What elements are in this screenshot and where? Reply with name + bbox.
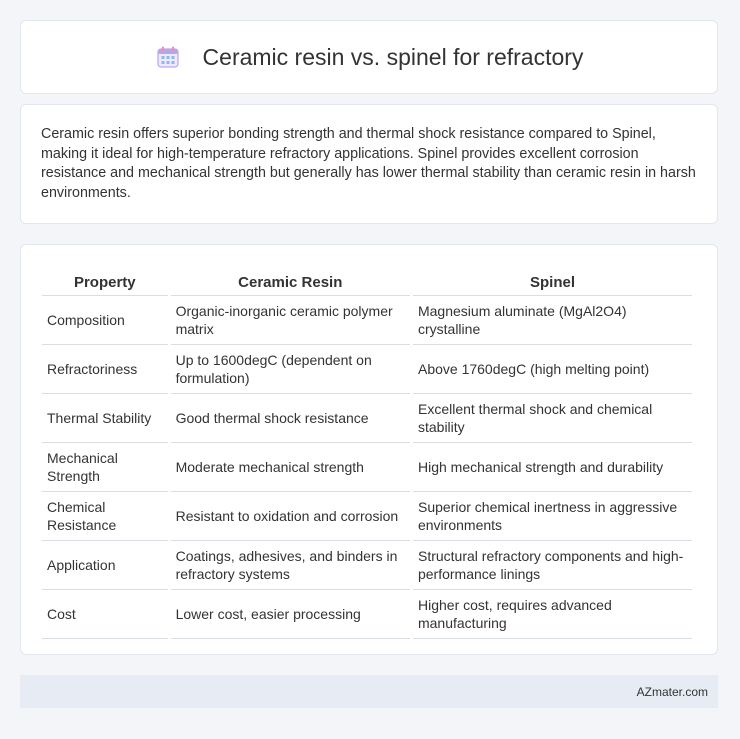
table-row	[42, 345, 692, 394]
property-cell: Thermal Stability	[42, 394, 168, 443]
property-cell: Refractoriness	[42, 345, 168, 394]
header-spinel: Spinel	[413, 265, 692, 296]
intro-card	[20, 104, 718, 224]
spinel-cell: Excellent thermal shock and chemical stability	[413, 394, 692, 443]
ceramic-resin-cell: Good thermal shock resistance	[171, 394, 410, 443]
property-cell: Application	[42, 541, 168, 590]
comparison-table	[39, 265, 695, 639]
table-row	[42, 394, 692, 443]
ceramic-resin-cell: Moderate mechanical strength	[171, 443, 410, 492]
table-row	[42, 492, 692, 541]
spinel-cell: Magnesium aluminate (MgAl2O4) crystalline	[413, 296, 692, 345]
title-card	[20, 20, 718, 94]
table-header-row	[42, 265, 692, 296]
ceramic-resin-cell: Lower cost, easier processing	[171, 590, 410, 639]
table-row	[42, 541, 692, 590]
ceramic-resin-cell: Resistant to oxidation and corrosion	[171, 492, 410, 541]
spinel-cell: Superior chemical inertness in aggressive environments	[413, 492, 692, 541]
page-title: Ceramic resin vs. spinel for refractory	[202, 43, 584, 70]
header-ceramic-resin: Ceramic Resin	[171, 265, 410, 296]
footer-bar	[20, 675, 718, 708]
ceramic-resin-cell: Coatings, adhesives, and binders in refractory systems	[171, 541, 410, 590]
intro-text: Ceramic resin offers superior bonding strength and thermal shock resistance compared to Spinel, making it ideal for high-temperature refractory applications. Spinel provides excellent corrosion resistance and mechanical strength but generally has lower thermal stability than ceramic resin in harsh environments.	[41, 126, 696, 201]
spinel-cell: High mechanical strength and durability	[413, 443, 692, 492]
spinel-cell: Structural refractory components and high-performance linings	[413, 541, 692, 590]
spinel-cell: Above 1760degC (high melting point)	[413, 345, 692, 394]
property-cell: Mechanical Strength	[42, 443, 168, 492]
property-cell: Chemical Resistance	[42, 492, 168, 541]
table-row	[42, 296, 692, 345]
footer-brand: AZmater.com	[636, 684, 708, 699]
calendar-icon	[155, 44, 181, 70]
comparison-card	[20, 244, 718, 655]
header-property: Property	[42, 265, 168, 296]
property-cell: Cost	[42, 590, 168, 639]
ceramic-resin-cell: Organic-inorganic ceramic polymer matrix	[171, 296, 410, 345]
spinel-cell: Higher cost, requires advanced manufacturing	[413, 590, 692, 639]
property-cell: Composition	[42, 296, 168, 345]
ceramic-resin-cell: Up to 1600degC (dependent on formulation)	[171, 345, 410, 394]
table-row	[42, 443, 692, 492]
table-row	[42, 590, 692, 639]
